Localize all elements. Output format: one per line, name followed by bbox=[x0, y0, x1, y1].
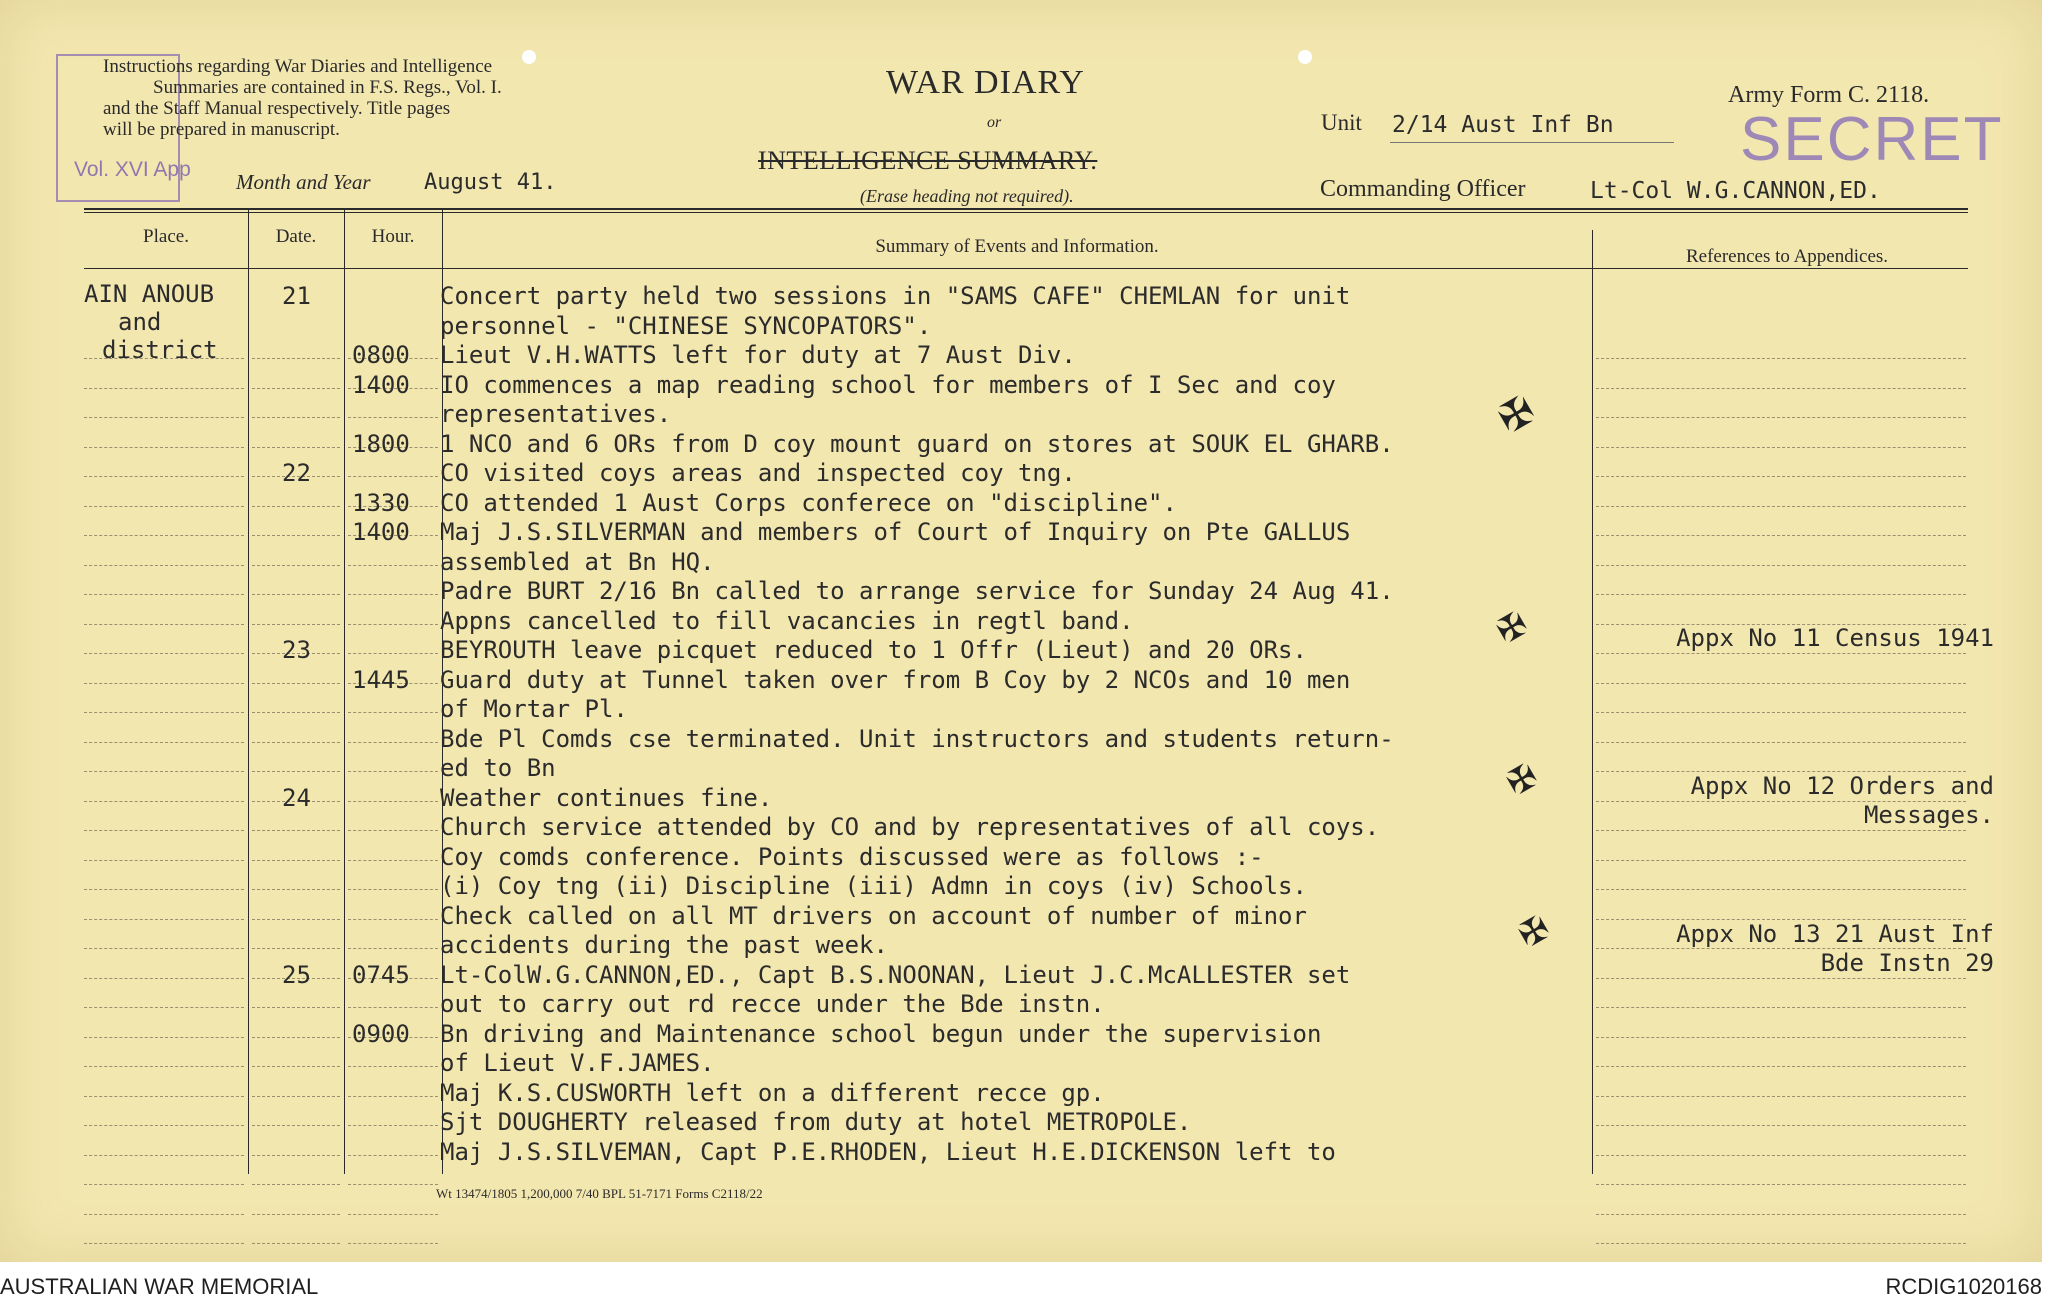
row-rule bbox=[348, 1243, 438, 1244]
entry-text: Coy comds conference. Points discussed were as follows :- bbox=[440, 843, 1264, 871]
entry-text: personnel - "CHINESE SYNCOPATORS". bbox=[440, 312, 932, 340]
row-rule bbox=[252, 948, 340, 949]
place-line: AIN ANOUB bbox=[84, 280, 215, 308]
row-rule bbox=[84, 948, 244, 949]
entry-text: Guard duty at Tunnel taken over from B Coy by 2 NCOs and 10 men bbox=[440, 666, 1351, 694]
entry-text: Weather continues fine. bbox=[440, 784, 773, 812]
column-header-place: Place. bbox=[143, 226, 189, 247]
row-rule bbox=[84, 1066, 244, 1067]
row-rule bbox=[1596, 1066, 1966, 1067]
row-rule bbox=[84, 712, 244, 713]
entry-text: out to carry out rd recce under the Bde instn. bbox=[440, 990, 1105, 1018]
row-rule bbox=[252, 1214, 340, 1215]
entry-text: Maj K.S.CUSWORTH left on a different recce gp. bbox=[440, 1079, 1105, 1107]
row-rule bbox=[252, 1007, 340, 1008]
form-title: WAR DIARY bbox=[886, 64, 1085, 101]
month-value: August 41. bbox=[424, 170, 557, 195]
row-rule bbox=[1596, 594, 1966, 595]
row-rule bbox=[84, 1007, 244, 1008]
row-rule bbox=[1596, 535, 1966, 536]
column-divider bbox=[1592, 230, 1593, 1174]
row-rule bbox=[84, 742, 244, 743]
row-rule bbox=[348, 476, 438, 477]
row-rule bbox=[252, 535, 340, 536]
row-rule bbox=[252, 830, 340, 831]
row-rule bbox=[348, 860, 438, 861]
entry-text: Church service attended by CO and by representatives of all coys. bbox=[440, 813, 1380, 841]
column-header-date: Date. bbox=[275, 226, 317, 247]
archive-reference: RCDIG1020168 bbox=[1885, 1274, 2042, 1299]
row-rule bbox=[84, 771, 244, 772]
row-rule bbox=[348, 624, 438, 625]
row-rule bbox=[1596, 1096, 1966, 1097]
entry-text: accidents during the past week. bbox=[440, 931, 888, 959]
instructions-note bbox=[103, 56, 663, 140]
row-rule bbox=[84, 860, 244, 861]
row-rule bbox=[348, 1007, 438, 1008]
row-rule bbox=[348, 1096, 438, 1097]
row-rule bbox=[252, 1155, 340, 1156]
row-rule bbox=[1596, 742, 1966, 743]
entry-text: of Mortar Pl. bbox=[440, 695, 628, 723]
entry-text: BEYROUTH leave picquet reduced to 1 Offr (Lieut) and 20 ORs. bbox=[440, 636, 1307, 664]
row-rule bbox=[252, 860, 340, 861]
row-rule bbox=[1596, 683, 1966, 684]
row-rule bbox=[252, 1037, 340, 1038]
entry-date: 25 bbox=[282, 961, 311, 989]
unit-value: 2/14 Aust Inf Bn bbox=[1392, 112, 1614, 138]
row-rule bbox=[252, 919, 340, 920]
row-rule bbox=[84, 830, 244, 831]
row-rule bbox=[348, 889, 438, 890]
column-header-references: References to Appendices. bbox=[1685, 246, 1889, 267]
entry-text: CO attended 1 Aust Corps conferece on "discipline". bbox=[440, 489, 1177, 517]
row-rule bbox=[348, 594, 438, 595]
place-line: and bbox=[118, 308, 162, 336]
row-rule bbox=[1596, 1184, 1966, 1185]
row-rule bbox=[1596, 1037, 1966, 1038]
row-rule bbox=[1596, 1214, 1966, 1215]
entry-text: of Lieut V.F.JAMES. bbox=[440, 1049, 715, 1077]
row-rule bbox=[252, 683, 340, 684]
entry-hour: 1445 bbox=[352, 666, 410, 694]
erase-note: (Erase heading not required). bbox=[860, 186, 1074, 206]
row-rule bbox=[252, 889, 340, 890]
column-divider bbox=[344, 208, 345, 1174]
entry-text: Bn driving and Maintenance school begun under the supervision bbox=[440, 1020, 1322, 1048]
row-rule bbox=[84, 978, 244, 979]
entry-text: IO commences a map reading school for members of I Sec and coy bbox=[440, 371, 1336, 399]
entry-text: Lt-ColW.G.CANNON,ED., Capt B.S.NOONAN, Lieut J.C.McALLESTER set bbox=[440, 961, 1351, 989]
row-rule bbox=[348, 417, 438, 418]
entry-date: 23 bbox=[282, 636, 311, 664]
row-rule bbox=[84, 476, 244, 477]
row-rule bbox=[252, 742, 340, 743]
row-rule bbox=[252, 624, 340, 625]
row-rule bbox=[84, 1096, 244, 1097]
appendix-reference-line: Appx No 12 Orders and bbox=[1690, 772, 1994, 800]
row-rule bbox=[84, 683, 244, 684]
entry-date: 24 bbox=[282, 784, 311, 812]
row-rule bbox=[348, 1155, 438, 1156]
row-rule bbox=[84, 801, 244, 802]
row-rule bbox=[252, 565, 340, 566]
row-rule bbox=[252, 771, 340, 772]
commanding-officer-label: Commanding Officer bbox=[1320, 176, 1526, 202]
entry-hour: 0745 bbox=[352, 961, 410, 989]
punch-hole-right bbox=[1298, 50, 1312, 64]
entry-text: assembled at Bn HQ. bbox=[440, 548, 715, 576]
instructions-line: Summaries are contained in F.S. Regs., Vol. I. bbox=[153, 77, 502, 98]
appendix-reference-line: Messages. bbox=[1863, 801, 1994, 829]
row-rule bbox=[252, 1066, 340, 1067]
row-rule bbox=[348, 653, 438, 654]
row-rule bbox=[84, 1125, 244, 1126]
entry-text: CO visited coys areas and inspected coy tng. bbox=[440, 459, 1076, 487]
row-rule bbox=[84, 535, 244, 536]
form-title-or: or bbox=[987, 114, 1002, 131]
row-rule bbox=[84, 417, 244, 418]
entry-text: 1 NCO and 6 ORs from D coy mount guard on stores at SOUK EL GHARB. bbox=[440, 430, 1394, 458]
army-form-number: Army Form C. 2118. bbox=[1728, 82, 1930, 108]
appendix-reference-line: Appx No 11 Census 1941 bbox=[1676, 624, 1994, 652]
row-rule bbox=[252, 1096, 340, 1097]
row-rule bbox=[84, 447, 244, 448]
volume-stamp: Vol. XVI App bbox=[74, 158, 191, 181]
row-rule bbox=[1596, 1007, 1966, 1008]
row-rule bbox=[348, 1184, 438, 1185]
row-rule bbox=[252, 712, 340, 713]
row-rule bbox=[1596, 712, 1966, 713]
entry-text: (i) Coy tng (ii) Discipline (iii) Admn in coys (iv) Schools. bbox=[440, 872, 1307, 900]
row-rule bbox=[348, 1214, 438, 1215]
entry-text: Maj J.S.SILVERMAN and members of Court of Inquiry on Pte GALLUS bbox=[440, 518, 1351, 546]
row-rule bbox=[1596, 653, 1966, 654]
entry-hour: 1400 bbox=[352, 371, 410, 399]
instructions-line: Instructions regarding War Diaries and Intelligence bbox=[103, 56, 493, 77]
row-rule bbox=[348, 771, 438, 772]
row-rule bbox=[84, 1155, 244, 1156]
table-header-rule bbox=[84, 268, 1968, 269]
row-rule bbox=[348, 830, 438, 831]
row-rule bbox=[252, 506, 340, 507]
unit-label: Unit bbox=[1321, 110, 1362, 135]
entry-text: Padre BURT 2/16 Bn called to arrange service for Sunday 24 Aug 41. bbox=[440, 577, 1394, 605]
row-rule bbox=[84, 889, 244, 890]
row-rule bbox=[84, 388, 244, 389]
row-rule bbox=[1596, 1125, 1966, 1126]
entry-text: Concert party held two sessions in "SAMS CAFE" CHEMLAN for unit bbox=[440, 282, 1351, 310]
row-rule bbox=[1596, 565, 1966, 566]
row-rule bbox=[348, 742, 438, 743]
row-rule bbox=[252, 1243, 340, 1244]
appendix-reference-line: Appx No 13 21 Aust Inf bbox=[1676, 920, 1994, 948]
entry-text: ed to Bn bbox=[440, 754, 556, 782]
row-rule bbox=[84, 1184, 244, 1185]
row-rule bbox=[84, 594, 244, 595]
row-rule bbox=[1596, 1243, 1966, 1244]
row-rule bbox=[252, 388, 340, 389]
printer-imprint: Wt 13474/1805 1,200,000 7/40 BPL 51-7171 Forms C2118/22 bbox=[436, 1186, 763, 1201]
row-rule bbox=[1596, 830, 1966, 831]
row-rule bbox=[1596, 978, 1966, 979]
row-rule bbox=[252, 1184, 340, 1185]
row-rule bbox=[84, 624, 244, 625]
row-rule bbox=[84, 565, 244, 566]
entry-text: Lieut V.H.WATTS left for duty at 7 Aust Div. bbox=[440, 341, 1076, 369]
form-subtitle: INTELLIGENCE SUMMARY. bbox=[758, 146, 1098, 175]
row-rule bbox=[84, 1037, 244, 1038]
commanding-officer-value: Lt-Col W.G.CANNON,ED. bbox=[1590, 178, 1881, 204]
entry-text: representatives. bbox=[440, 400, 672, 428]
entry-text: Sjt DOUGHERTY released from duty at hotel METROPOLE. bbox=[440, 1108, 1192, 1136]
row-rule bbox=[1596, 860, 1966, 861]
row-rule bbox=[348, 948, 438, 949]
row-rule bbox=[1596, 889, 1966, 890]
row-rule bbox=[1596, 447, 1966, 448]
initials-mark: ✠ bbox=[1499, 755, 1545, 805]
table-top-rule bbox=[84, 208, 1968, 210]
entry-date: 21 bbox=[282, 282, 311, 310]
column-header-summary: Summary of Events and Information. bbox=[875, 236, 1159, 257]
row-rule bbox=[348, 712, 438, 713]
appendix-reference-line: Bde Instn 29 bbox=[1820, 949, 1994, 977]
column-header-hour: Hour. bbox=[371, 226, 415, 247]
initials-mark: ✠ bbox=[1489, 603, 1535, 653]
row-rule bbox=[84, 653, 244, 654]
row-rule bbox=[348, 1125, 438, 1126]
entry-hour: 0800 bbox=[352, 341, 410, 369]
table-top-rule-inner bbox=[84, 212, 1968, 213]
entry-text: Check called on all MT drivers on account of number of minor bbox=[440, 902, 1307, 930]
place-line: district bbox=[102, 336, 218, 364]
entry-text: Maj J.S.SILVEMAN, Capt P.E.RHODEN, Lieut H.E.DICKENSON left to bbox=[440, 1138, 1336, 1166]
entry-text: Bde Pl Comds cse terminated. Unit instructors and students return- bbox=[440, 725, 1394, 753]
row-rule bbox=[252, 594, 340, 595]
initials-mark: ✠ bbox=[1490, 386, 1543, 444]
secret-stamp: SECRET bbox=[1740, 105, 2004, 174]
row-rule bbox=[1596, 358, 1966, 359]
entry-text: Appns cancelled to fill vacancies in regtl band. bbox=[440, 607, 1134, 635]
unit-underline bbox=[1390, 142, 1674, 143]
row-rule bbox=[252, 358, 340, 359]
row-rule bbox=[84, 1214, 244, 1215]
row-rule bbox=[348, 801, 438, 802]
row-rule bbox=[1596, 388, 1966, 389]
month-label: Month and Year bbox=[236, 170, 371, 194]
row-rule bbox=[1596, 417, 1966, 418]
instructions-line: and the Staff Manual respectively. Title pages bbox=[103, 98, 451, 119]
entry-hour: 0900 bbox=[352, 1020, 410, 1048]
row-rule bbox=[84, 506, 244, 507]
row-rule bbox=[252, 417, 340, 418]
row-rule bbox=[84, 1243, 244, 1244]
row-rule bbox=[348, 919, 438, 920]
entry-hour: 1330 bbox=[352, 489, 410, 517]
initials-mark: ✠ bbox=[1511, 907, 1557, 957]
row-rule bbox=[252, 1125, 340, 1126]
row-rule bbox=[1596, 476, 1966, 477]
entry-hour: 1800 bbox=[352, 430, 410, 458]
row-rule bbox=[1596, 1155, 1966, 1156]
instructions-line: will be prepared in manuscript. bbox=[103, 119, 340, 140]
row-rule bbox=[348, 565, 438, 566]
entry-date: 22 bbox=[282, 459, 311, 487]
archive-caption: AUSTRALIAN WAR MEMORIAL bbox=[0, 1274, 319, 1299]
row-rule bbox=[348, 1066, 438, 1067]
column-divider bbox=[248, 208, 249, 1174]
entry-hour: 1400 bbox=[352, 518, 410, 546]
row-rule bbox=[84, 919, 244, 920]
row-rule bbox=[84, 358, 244, 359]
row-rule bbox=[252, 447, 340, 448]
row-rule bbox=[1596, 506, 1966, 507]
